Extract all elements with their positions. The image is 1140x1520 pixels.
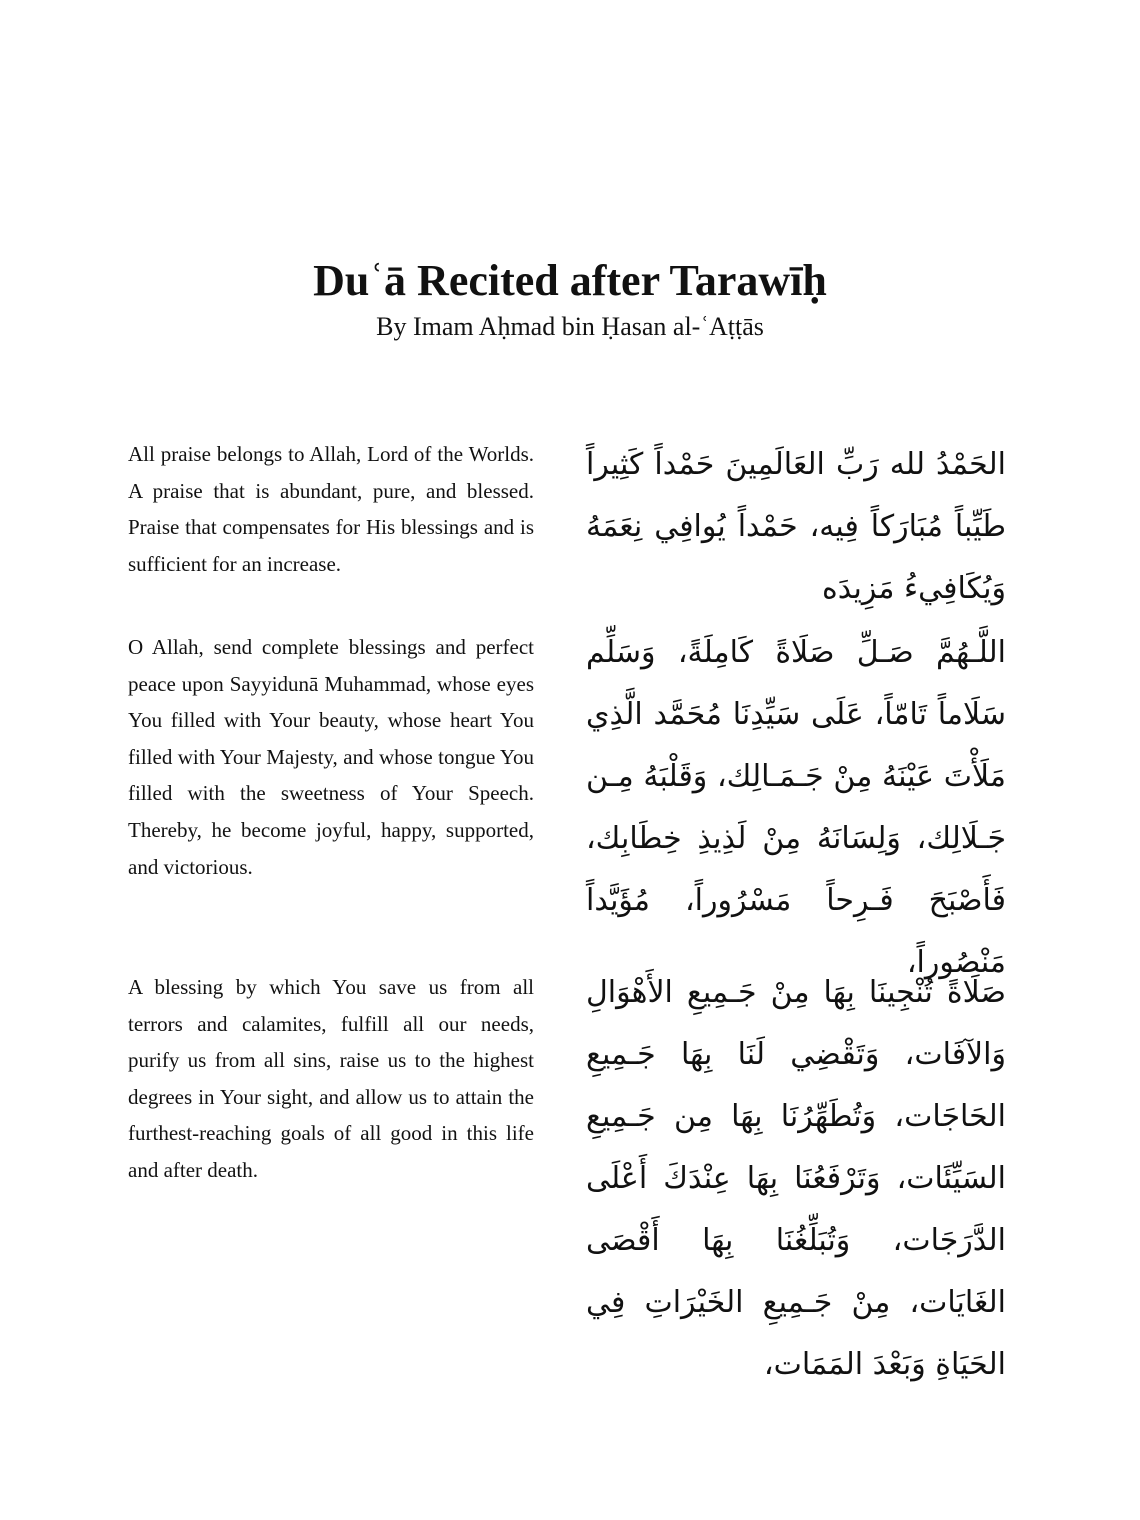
page-title: Duʿā Recited after Tarawīḥ xyxy=(313,256,827,305)
arabic-paragraph-3: صَلَاةً تُنْجِينَا بِهَا مِنْ جَـمِيعِ الأَهْوَالِ وَالآفَات، وَتَقْضِي لَنَا بِهَا جَـمِيعِ الحَاجَات، وَتُطَهِّرُنَا بِهَا مِن جَـمِيعِ السَيِّئَات، وَتَرْفَعُنَا بِهَا عِنْدَكَ أَعْلَى الدَّرَجَات، وَتُبَلِّغُنَا بِهَا أَقْصَى الغَايَات، مِنْ جَـمِيعِ الخَيْرَاتِ فِي الحَيَاةِ وَبَعْدَ المَمَات، xyxy=(586,975,1006,1382)
translation-paragraph-2: O Allah, send complete blessings and perfect peace upon Sayyidunā Muhammad, whose eyes You filled with Your beauty, whose heart You filled with Your Majesty, and whose tongue You filled with the sweetness of Your Speech. Thereby, he become joyful, happy, supported, and victorious. xyxy=(128,635,534,879)
translation-paragraph-3: A blessing by which You save us from all terrors and calamites, fulfill all our needs, purify us from all sins, raise us to the highest degrees in Your sight, and allow us to attain the furthest-reaching goals of all good in this life and after death. xyxy=(128,975,534,1182)
translation-paragraph-1: All praise belongs to Allah, Lord of the Worlds. A praise that is abundant, pure, and blessed. Praise that compensates for His blessings and is sufficient for an increase. xyxy=(128,442,534,576)
page-header xyxy=(0,252,1140,344)
arabic-paragraph-1: الحَمْدُ لله رَبِّ العَالَمِينَ حَمْداً كَثِيراً طَيِّباً مُبَارَكاً فِيه، حَمْداً يُوافِي نِعَمَهُ وَيُكَافِيءُ مَزِيدَه xyxy=(586,447,1006,606)
arabic-paragraph-2: اللَّـهُمَّ صَـلِّ صَلَاةً كَامِلَةً، وَسَلِّم سَلَاماً تَامّاً، عَلَى سَيِّدِنَا مُحَمَّد الَّذِي مَلَأْتَ عَيْنَهُ مِنْ جَـمَـالِك، وَقَلْبَهُ مِـن جَـلَالِك، وَلِسَانَهُ مِنْ لَذِيذِ خِطَابِك، فَأَصْبَحَ فَـرِحاً مَسْرُوراً، مُؤَيَّداً مَنْصُوراً، xyxy=(586,635,1006,980)
page-subtitle: By Imam Aḥmad bin Ḥasan al-ʿAṭṭās xyxy=(376,312,764,341)
